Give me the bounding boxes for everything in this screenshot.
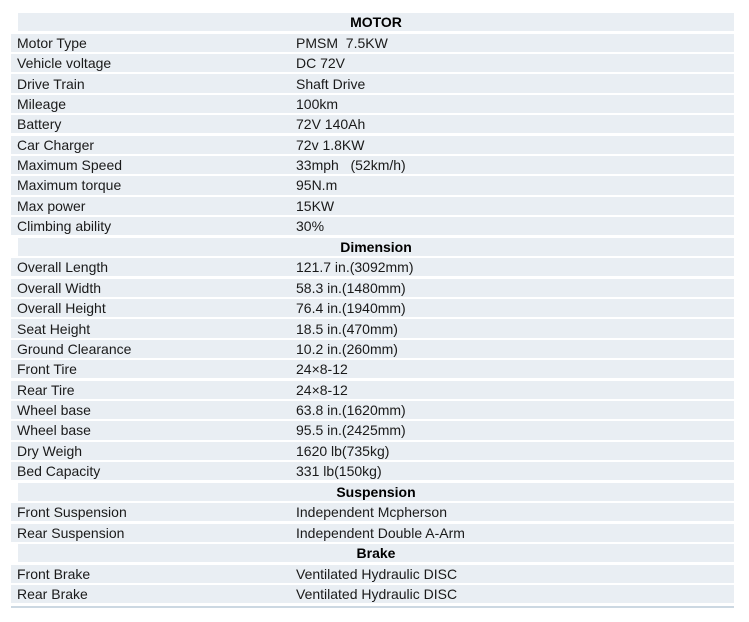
spec-value: 24×8-12 [296,361,348,378]
table-row [11,136,734,154]
table-row [11,462,734,480]
section-header-dimension: Dimension [18,238,734,256]
table-row [11,319,734,337]
spec-value: 1620 lb(735kg) [296,442,390,459]
table-row [11,258,734,276]
spec-label: Battery [17,116,62,133]
spec-label: Maximum torque [17,177,122,194]
table-row [11,381,734,399]
table-row [11,585,734,603]
table-row [11,421,734,439]
spec-value: DC 72V [296,55,346,72]
spec-value: 331 lb(150kg) [296,463,382,480]
spec-label: Bed Capacity [17,463,101,480]
spec-value: 58.3 in.(1480mm) [296,279,406,296]
table-row [11,217,734,235]
spec-label: Front Tire [17,361,77,378]
section-header-suspension: Suspension [18,483,734,501]
table-row [11,54,734,72]
spec-value: 72v 1.8KW [296,136,365,153]
spec-label: Ground Clearance [17,340,132,357]
spec-label: Vehicle voltage [17,55,112,72]
table-row [11,176,734,194]
table-row [11,442,734,460]
spec-value: 72V 140Ah [296,116,366,133]
spec-value: 95.5 in.(2425mm) [296,422,406,439]
spec-label: Wheel base [17,402,91,419]
spec-value: Independent Mcpherson [296,504,447,521]
spec-label: Wheel base [17,422,91,439]
table-row [11,115,734,133]
spec-label: Car Charger [17,136,95,153]
table-row [11,299,734,317]
spec-value: 33mph (52km/h) [296,157,406,174]
spec-label: Maximum Speed [17,157,123,174]
spec-label: Rear Tire [17,381,75,398]
table-row [11,95,734,113]
spec-label: Rear Suspension [17,524,125,541]
table-bottom-border [11,606,734,608]
section-header-motor: MOTOR [18,13,734,31]
table-row [11,565,734,583]
table-row [11,34,734,52]
spec-label: Mileage [17,95,67,112]
table-row [11,401,734,419]
spec-value: Shaft Drive [296,75,366,92]
spec-label: Overall Height [17,300,106,317]
table-row [11,360,734,378]
spec-value: Ventilated Hydraulic DISC [296,565,458,582]
table-row [11,524,734,542]
spec-value: PMSM 7.5KW [296,34,388,51]
table-row [11,74,734,92]
spec-value: 15KW [296,197,335,214]
spec-label: Dry Weigh [17,442,83,459]
spec-label: Max power [17,197,86,214]
spec-value: 100km [296,95,339,112]
spec-value: 24×8-12 [296,381,348,398]
vehicle-spec-table [0,13,749,608]
table-row [11,503,734,521]
spec-value: 76.4 in.(1940mm) [296,300,406,317]
section-header-brake: Brake [18,544,734,562]
spec-label: Overall Width [17,279,102,296]
spec-label: Rear Brake [17,586,88,603]
table-row [11,156,734,174]
table-row [11,279,734,297]
spec-value: 63.8 in.(1620mm) [296,402,406,419]
spec-value: 121.7 in.(3092mm) [296,259,414,276]
spec-label: Front Brake [17,565,91,582]
spec-value: 95N.m [296,177,338,194]
spec-value: 10.2 in.(260mm) [296,340,398,357]
spec-value: Independent Double A-Arm [296,524,465,541]
spec-label: Climbing ability [17,218,112,235]
spec-label: Front Suspension [17,504,127,521]
spec-value: Ventilated Hydraulic DISC [296,586,458,603]
table-row [11,197,734,215]
spec-label: Seat Height [17,320,91,337]
spec-value: 18.5 in.(470mm) [296,320,398,337]
spec-label: Drive Train [17,75,85,92]
table-row [11,340,734,358]
spec-value: 30% [296,218,325,235]
spec-label: Motor Type [17,34,87,51]
spec-label: Overall Length [17,259,109,276]
